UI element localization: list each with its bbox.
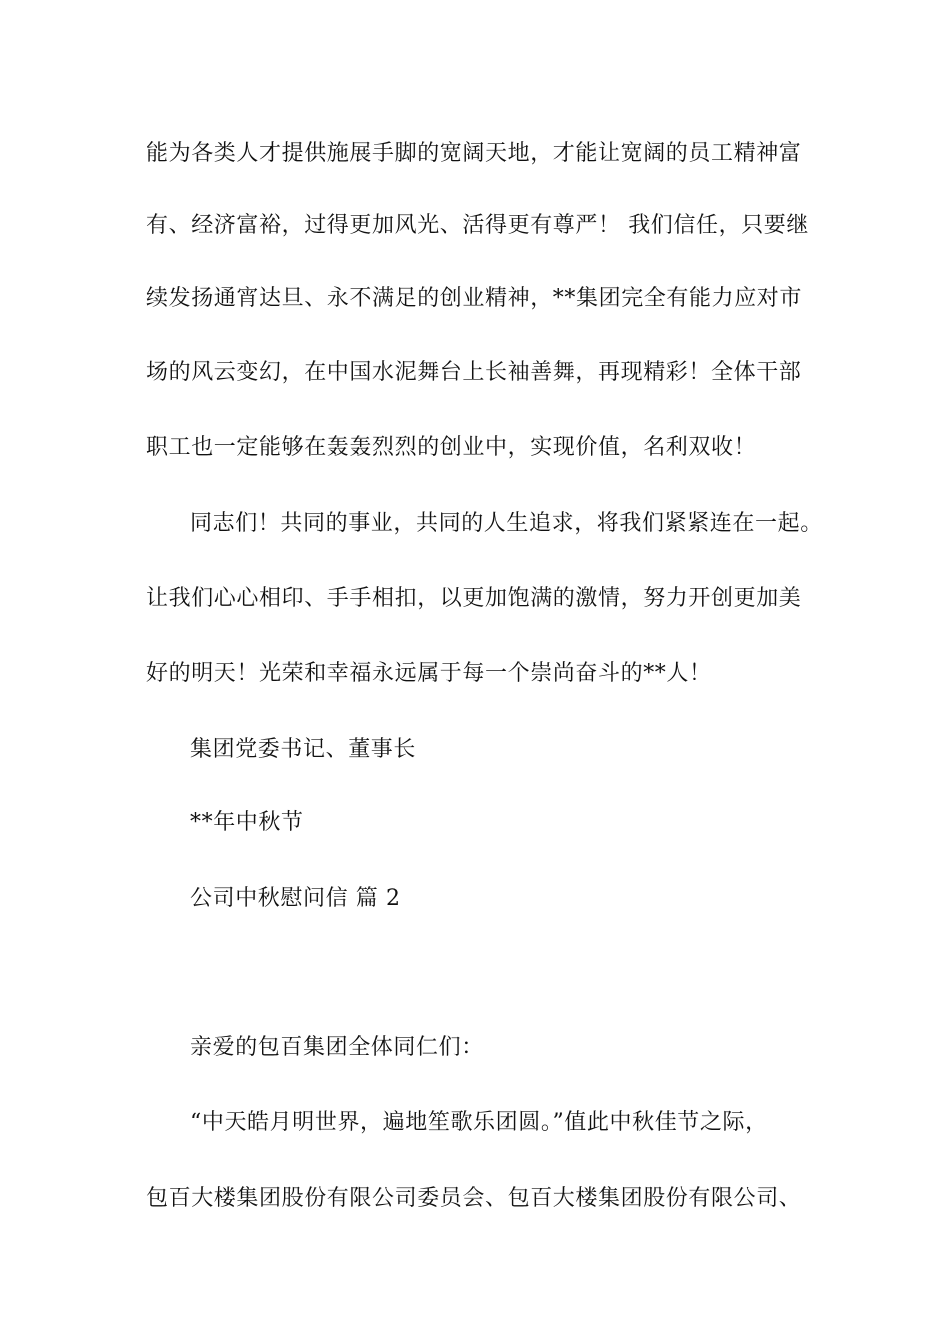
paragraph-1-line-5: 职工也一定能够在轰轰烈烈的创业中，实现价值，名利双收！ [146, 435, 757, 460]
paragraph-1-line-1: 能为各类人才提供施展手脚的宽阔天地，才能让宽阔的员工精神富 [146, 141, 802, 166]
paragraph-1-line-4: 场的风云变幻，在中国水泥舞台上长袖善舞，再现精彩！全体干部 [146, 360, 802, 385]
paragraph-1-line-3: 续发扬通宵达旦、永不满足的创业精神，**集团完全有能力应对市 [146, 286, 803, 311]
paragraph-2-line-3: 好的明天！光荣和幸福永远属于每一个崇尚奋斗的**人！ [146, 661, 712, 686]
paragraph-2-line-1: 同志们！共同的事业，共同的人生追求，将我们紧紧连在一起。 [190, 511, 823, 536]
date-line: **年中秋节 [190, 810, 304, 835]
section-title: 公司中秋慰问信 篇 2 [190, 886, 401, 911]
signature-line: 集团党委书记、董事长 [190, 737, 417, 762]
paragraph-1-line-2: 有、经济富裕，过得更加风光、活得更有尊严！ 我们信任，只要继 [146, 213, 809, 238]
salutation: 亲爱的包百集团全体同仁们： [190, 1035, 484, 1060]
paragraph-3-line-1: “中天皓月明世界，遍地笙歌乐团圆。”值此中秋佳节之际， [190, 1110, 768, 1135]
paragraph-2-line-2: 让我们心心相印、手手相扣，以更加饱满的激情，努力开创更加美 [146, 586, 802, 611]
paragraph-3-line-2: 包百大楼集团股份有限公司委员会、包百大楼集团股份有限公司、 [146, 1186, 802, 1211]
